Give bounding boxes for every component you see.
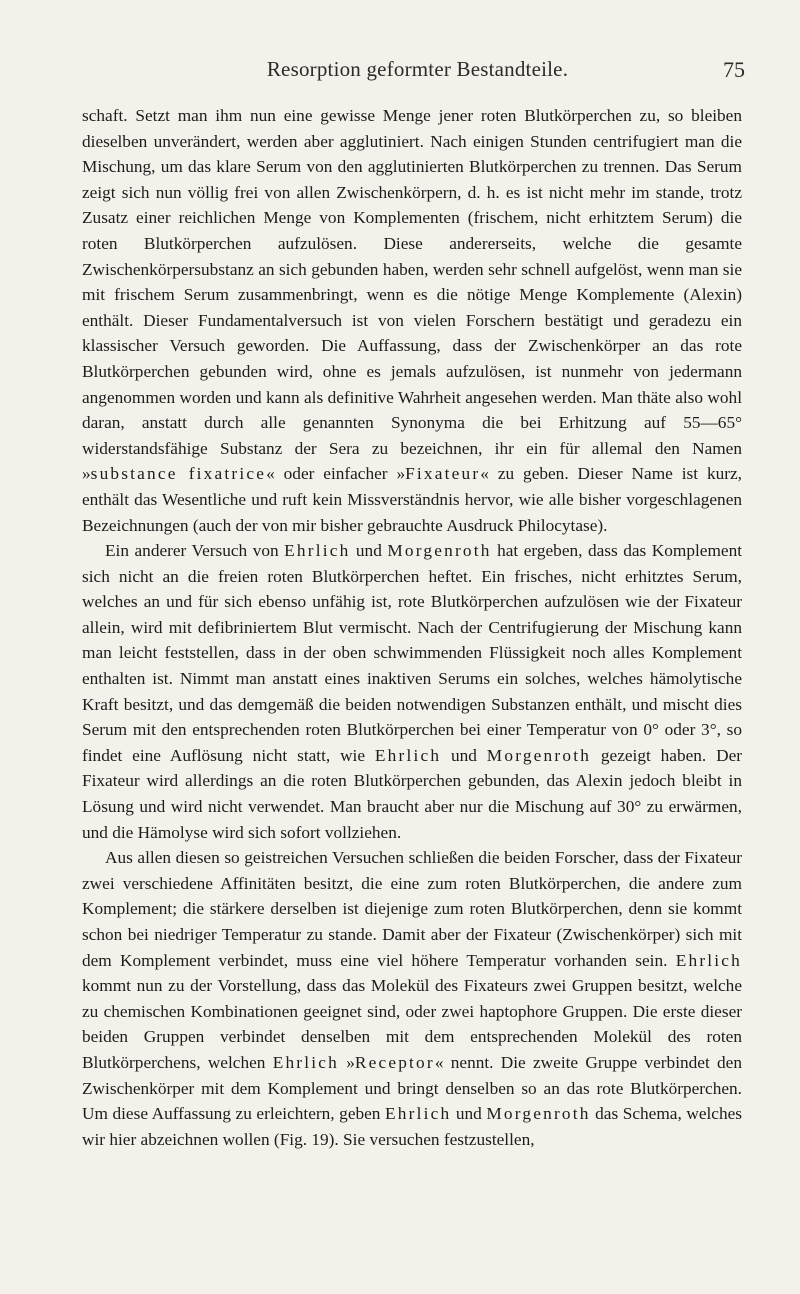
text-segment: Ehrlich	[374, 745, 442, 765]
text-segment: und	[451, 1104, 487, 1124]
text-segment: Ehrlich	[385, 1104, 452, 1124]
text-segment: « oder einfacher »	[266, 464, 406, 484]
main-text	[82, 103, 742, 1152]
paragraph-2	[82, 538, 742, 845]
paragraph-3	[82, 845, 742, 1152]
text-segment: substance fixatrice	[90, 464, 267, 484]
text-segment: schaft. Setzt man ihm nun eine gewisse Menge jener roten Blutkörperchen zu, so bleiben dieselben unverändert, werden aber agglutiniert. Nach einigen Stunden centrifugiert man die Mischung, um das klare Serum von den agglutinierten Blutkörperchen zu trennen. Das Serum zeigt sich nun völlig frei von allen Zwischenkörpern, d. h. es ist nicht mehr im stande, trotz Zusatz einer reichlichen Menge von Komplementen (frischem, nicht erhitztem Serum) die roten Blutkörperchen aufzulösen. Diese andererseits, welche die gesamte Zwischenkörpersubstanz an sich gebunden haben, werden sehr schnell aufgelöst, wenn man sie mit frischem Serum zusammenbringt, wenn es die nötige Menge Komplemente (Alexin) enthält. Dieser Fundamentalversuch ist von vielen Forschern bestätigt und geradezu ein klassischer Versuch geworden. Die Auffassung, dass der Zwischenkörper an das rote Blutkörperchen gebunden wird, ohne es jemals aufzulösen, ist nunmehr von jedermann angenommen worden und kann als definitive Wahrheit angesehen werden. Man thäte also wohl daran, anstatt durch alle genannten Synonyma die bei Erhitzung auf 55—65° widerstandsfähige Substanz der Sera zu bezeichnen, ihr ein für allemal den Namen »	[82, 106, 742, 484]
text-segment: das Schema, welches wir hier abzeichnen wollen (Fig. 19). Sie versuchen festzustellen,	[82, 1104, 743, 1149]
running-title: Resorption geformter Bestandteile.	[266, 57, 569, 81]
text-segment: Ehrlich	[284, 541, 351, 561]
text-segment: Ein anderer Versuch von	[105, 541, 285, 561]
text-segment: kommt nun zu der Vorstellung, dass das Molekül des Fixateurs zwei Gruppen besitzt, welche zu chemischen Kombinationen geeignet sind, oder zwei haptophore Gruppen. Die erste dieser beiden Gruppen verbindet denselben mit dem entsprechenden Molekül des roten Blutkörperchens, welchen	[82, 976, 742, 1072]
text-segment: Ehrlich	[675, 950, 742, 970]
text-segment: Fixateur	[405, 464, 481, 484]
text-segment: und	[350, 541, 388, 561]
text-segment: Aus allen diesen so geistreichen Versuchen schließen die beiden Forscher, dass der Fixateur zwei verschiedene Affinitäten besitzt, die eine zum roten Blutkörperchen, die andere zum Komplement; die stärkere derselben ist diejenige zum roten Blutkörperchen, denn sie kommt schon bei niedriger Temperatur zu stande. Damit aber der Fixateur (Zwischenkörper) sich mit dem Komplement verbindet, muss eine viel höhere Temperatur vorhanden sein.	[82, 848, 742, 970]
text-segment: »	[338, 1052, 355, 1072]
page-number: 75	[723, 57, 745, 82]
text-segment: Ehrlich	[272, 1052, 339, 1072]
text-segment: « nennt. Die zweite Gruppe verbindet den Zwischenkörper mit dem Komplement und bringt denselben so an das rote Blutkörperchen. Um diese Auffassung zu erleichtern, geben	[82, 1052, 742, 1124]
text-segment: « zu geben. Dieser Name ist kurz, enthält das Wesentliche und ruft kein Missverständnis hervor, wie alle bisher vorgeschlagenen Bezeichnungen (auch der von mir bisher gebrauchte Ausdruck Philocytase).	[82, 464, 742, 535]
text-segment: gezeigt haben. Der Fixateur wird allerdings an die roten Blutkörperchen gebunden, das Alexin jedoch bleibt in Lösung und wird nicht verwendet. Man braucht aber nur die Mischung auf 30° zu erwärmen, und die Hämolyse wird sich sofort vollziehen.	[82, 745, 743, 842]
paragraph-1	[82, 103, 742, 538]
text-segment: Morgenroth	[387, 541, 492, 561]
text-segment: Receptor	[354, 1052, 435, 1072]
page-header	[90, 57, 745, 89]
text-segment: Morgenroth	[486, 1104, 591, 1124]
text-segment: und	[441, 745, 487, 765]
text-segment: Morgenroth	[486, 745, 592, 765]
text-segment: hat ergeben, dass das Komplement sich nicht an die freien roten Blutkörperchen heftet. Ein frisches, nicht erhitztes Serum, welches an und für sich ebenso unfähig ist, rote Blutkörperchen aufzulösen wie der Fixateur allein, wird mit defibriniertem Blut vermischt. Nach der Centrifugierung der Mischung kann man leicht feststellen, dass in der oben schwimmenden Flüssigkeit noch alles Komplement enthalten ist. Nimmt man anstatt eines inaktiven Serums ein solches, welches hämolytische Kraft besitzt, und das demgemäß die beiden notwendigen Substanzen enthält, und mischt dies Serum mit den entsprechenden roten Blutkörperchen bei einer Temperatur von 0° oder 3°, so findet eine Auflösung nicht statt, wie	[82, 541, 743, 765]
